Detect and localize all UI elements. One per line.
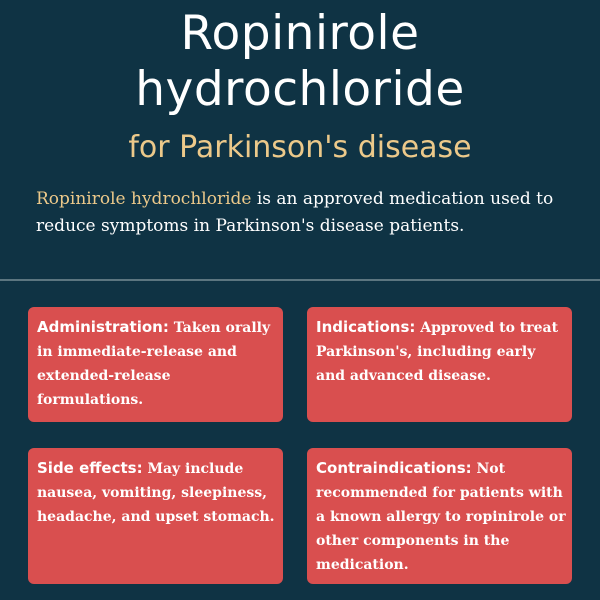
administration-heading: Administration: <box>37 318 169 336</box>
side-effects-heading: Side effects: <box>37 459 143 477</box>
contraindications-heading: Contraindications: <box>316 459 472 477</box>
page-subtitle: for Parkinson's disease <box>128 130 472 165</box>
title-line-1: Ropinirole <box>180 6 420 61</box>
contraindications-text: Not recommended for patients with a known allergy to ropinirole or other components in the medication. <box>316 461 566 573</box>
indications-heading: Indications: <box>316 318 416 336</box>
intro-highlight: Ropinirole hydrochloride <box>36 189 252 209</box>
administration-card <box>28 307 283 422</box>
side-effects-text: May include nausea, vomiting, sleepiness, headache, and upset stomach. <box>37 461 275 525</box>
indications-text: Approved to treat Parkinson's, including early and advanced disease. <box>316 320 559 384</box>
intro-text: is an approved medication used to reduce symptoms in Parkinson's disease patients. <box>36 189 554 236</box>
title-line-2: hydrochloride <box>135 62 465 117</box>
intro-paragraph <box>36 186 596 240</box>
page-title <box>0 6 600 118</box>
contraindications-card <box>307 448 572 584</box>
section-divider <box>0 279 600 281</box>
side-effects-card <box>28 448 283 584</box>
administration-text: Taken orally in immediate-release and extended-release formulations. <box>37 320 271 408</box>
indications-card <box>307 307 572 422</box>
